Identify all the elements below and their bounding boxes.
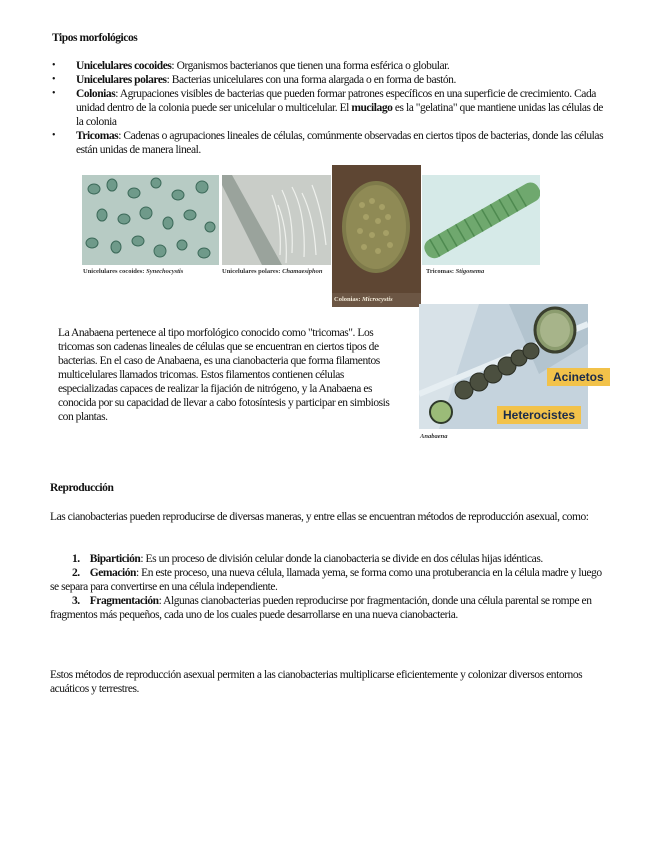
list-item xyxy=(50,594,610,622)
caption-label: Colonias: xyxy=(334,296,361,303)
photo-chamaesiphon xyxy=(222,175,331,265)
item-term: Unicelulares polares xyxy=(76,74,167,86)
caption-microcystis xyxy=(334,296,393,304)
item-text: : Algunas cianobacterias pueden reproducirse por fragmentación, donde una célula parental se rompe en fragmentos más pequeños, cada uno de los cuales puede desarrollarse en una nueva cianobacteria. xyxy=(50,595,592,621)
item-text: : Bacterias unicelulares con una forma alargada o en forma de bastón. xyxy=(166,74,456,86)
item-term: Bipartición xyxy=(89,553,141,565)
item-text: : Es un proceso de división celular donde la cianobacteria se divide en dos células hijas idénticas. xyxy=(140,553,543,565)
item-text: : En este proceso, una nueva célula, llamada yema, se forma como una protuberancia en la célula madre y luego se separa para convertirse en una célula independiente. xyxy=(50,567,602,593)
caption-species: Stigonema xyxy=(455,268,485,275)
list-item xyxy=(52,87,612,129)
caption-label: Unicelulares cocoides: xyxy=(83,268,145,275)
reproduction-conclusion: Estos métodos de reproducción asexual permiten a las cianobacterias multiplicarse eficientemente y colonizar diversos entornos acuáticos y terrestres. xyxy=(50,669,583,695)
trichome-image xyxy=(422,175,540,265)
item-number: 3. xyxy=(72,595,80,607)
caption-species: Anabaena xyxy=(420,433,448,440)
item-text: : Organismos bacterianos que tienen una forma esférica o globular. xyxy=(171,60,450,72)
label-heterocistes: Heterocistes xyxy=(497,406,581,424)
reproduction-heading: Reproducción xyxy=(50,482,114,494)
list-item xyxy=(50,552,610,566)
methods-list xyxy=(50,552,610,622)
item-term: Tricomas xyxy=(76,130,119,142)
label-acinetos: Acinetos xyxy=(547,368,610,386)
polar-cells-image xyxy=(222,175,331,265)
list-item xyxy=(50,566,610,594)
item-text: : Cadenas o agrupaciones lineales de células, comúnmente observadas en ciertos tipos de bacterias, donde las células están unidas de manera lineal. xyxy=(76,130,604,156)
colony-image xyxy=(332,165,421,307)
cocoid-cells-image xyxy=(82,175,219,265)
anabaena-paragraph: La Anabaena pertenece al tipo morfológico conocido como "tricomas". Los tricomas son cadenas lineales de células que se encuentran en ciertos tipos de bacterias. En el caso de Anabaena, es una cianobacteria que forma filamentos multicelulares llamados tricomas. Estos filamentos contienen células especializadas capaces de realizar la fijación de nitrógeno, y la Anabaena es conocida por su capacidad de llevar a cabo fotosíntesis y participar en simbiosis con plantas. xyxy=(58,327,390,423)
photo-microcystis xyxy=(332,165,421,307)
photo-synechocystis xyxy=(82,175,219,265)
photo-stigonema xyxy=(422,175,540,265)
item-term: Unicelulares cocoides xyxy=(76,60,172,72)
reproduction-intro: Las cianobacterias pueden reproducirse de diversas maneras, y entre ellas se encuentran métodos de reproducción asexual, como: xyxy=(50,511,589,523)
list-item xyxy=(52,59,612,73)
list-item xyxy=(52,73,612,87)
caption-chamaesiphon xyxy=(222,268,323,276)
item-term: Fragmentación xyxy=(89,595,159,607)
caption-anabaena xyxy=(420,433,447,441)
item-number: 1. xyxy=(72,553,80,565)
item-number: 2. xyxy=(72,567,80,579)
caption-label: Tricomas: xyxy=(426,268,455,275)
item-text: : Agrupaciones visibles de bacterias que pueden formar patrones específicos en una superficie de crecimiento. Cada unidad dentro de la colonia puede ser unicelular o multicelular. El xyxy=(76,88,596,114)
item-term-mucilago: mucilago xyxy=(351,102,393,114)
caption-label: Unicelulares polares: xyxy=(222,268,281,275)
caption-species: Synechocystis xyxy=(146,268,184,275)
caption-stigonema xyxy=(426,268,484,276)
list-item xyxy=(52,129,612,157)
caption-species: Microcystis xyxy=(362,296,393,303)
caption-species: Chamaesiphon xyxy=(282,268,323,275)
item-term: Colonias xyxy=(76,88,116,100)
item-text: es la "gelatina" que mantiene unidas las células de la colonia xyxy=(76,102,603,128)
types-heading: Tipos morfológicos xyxy=(52,32,138,44)
types-list xyxy=(52,59,612,157)
caption-synechocystis xyxy=(83,268,183,276)
item-term: Gemación xyxy=(89,567,136,579)
